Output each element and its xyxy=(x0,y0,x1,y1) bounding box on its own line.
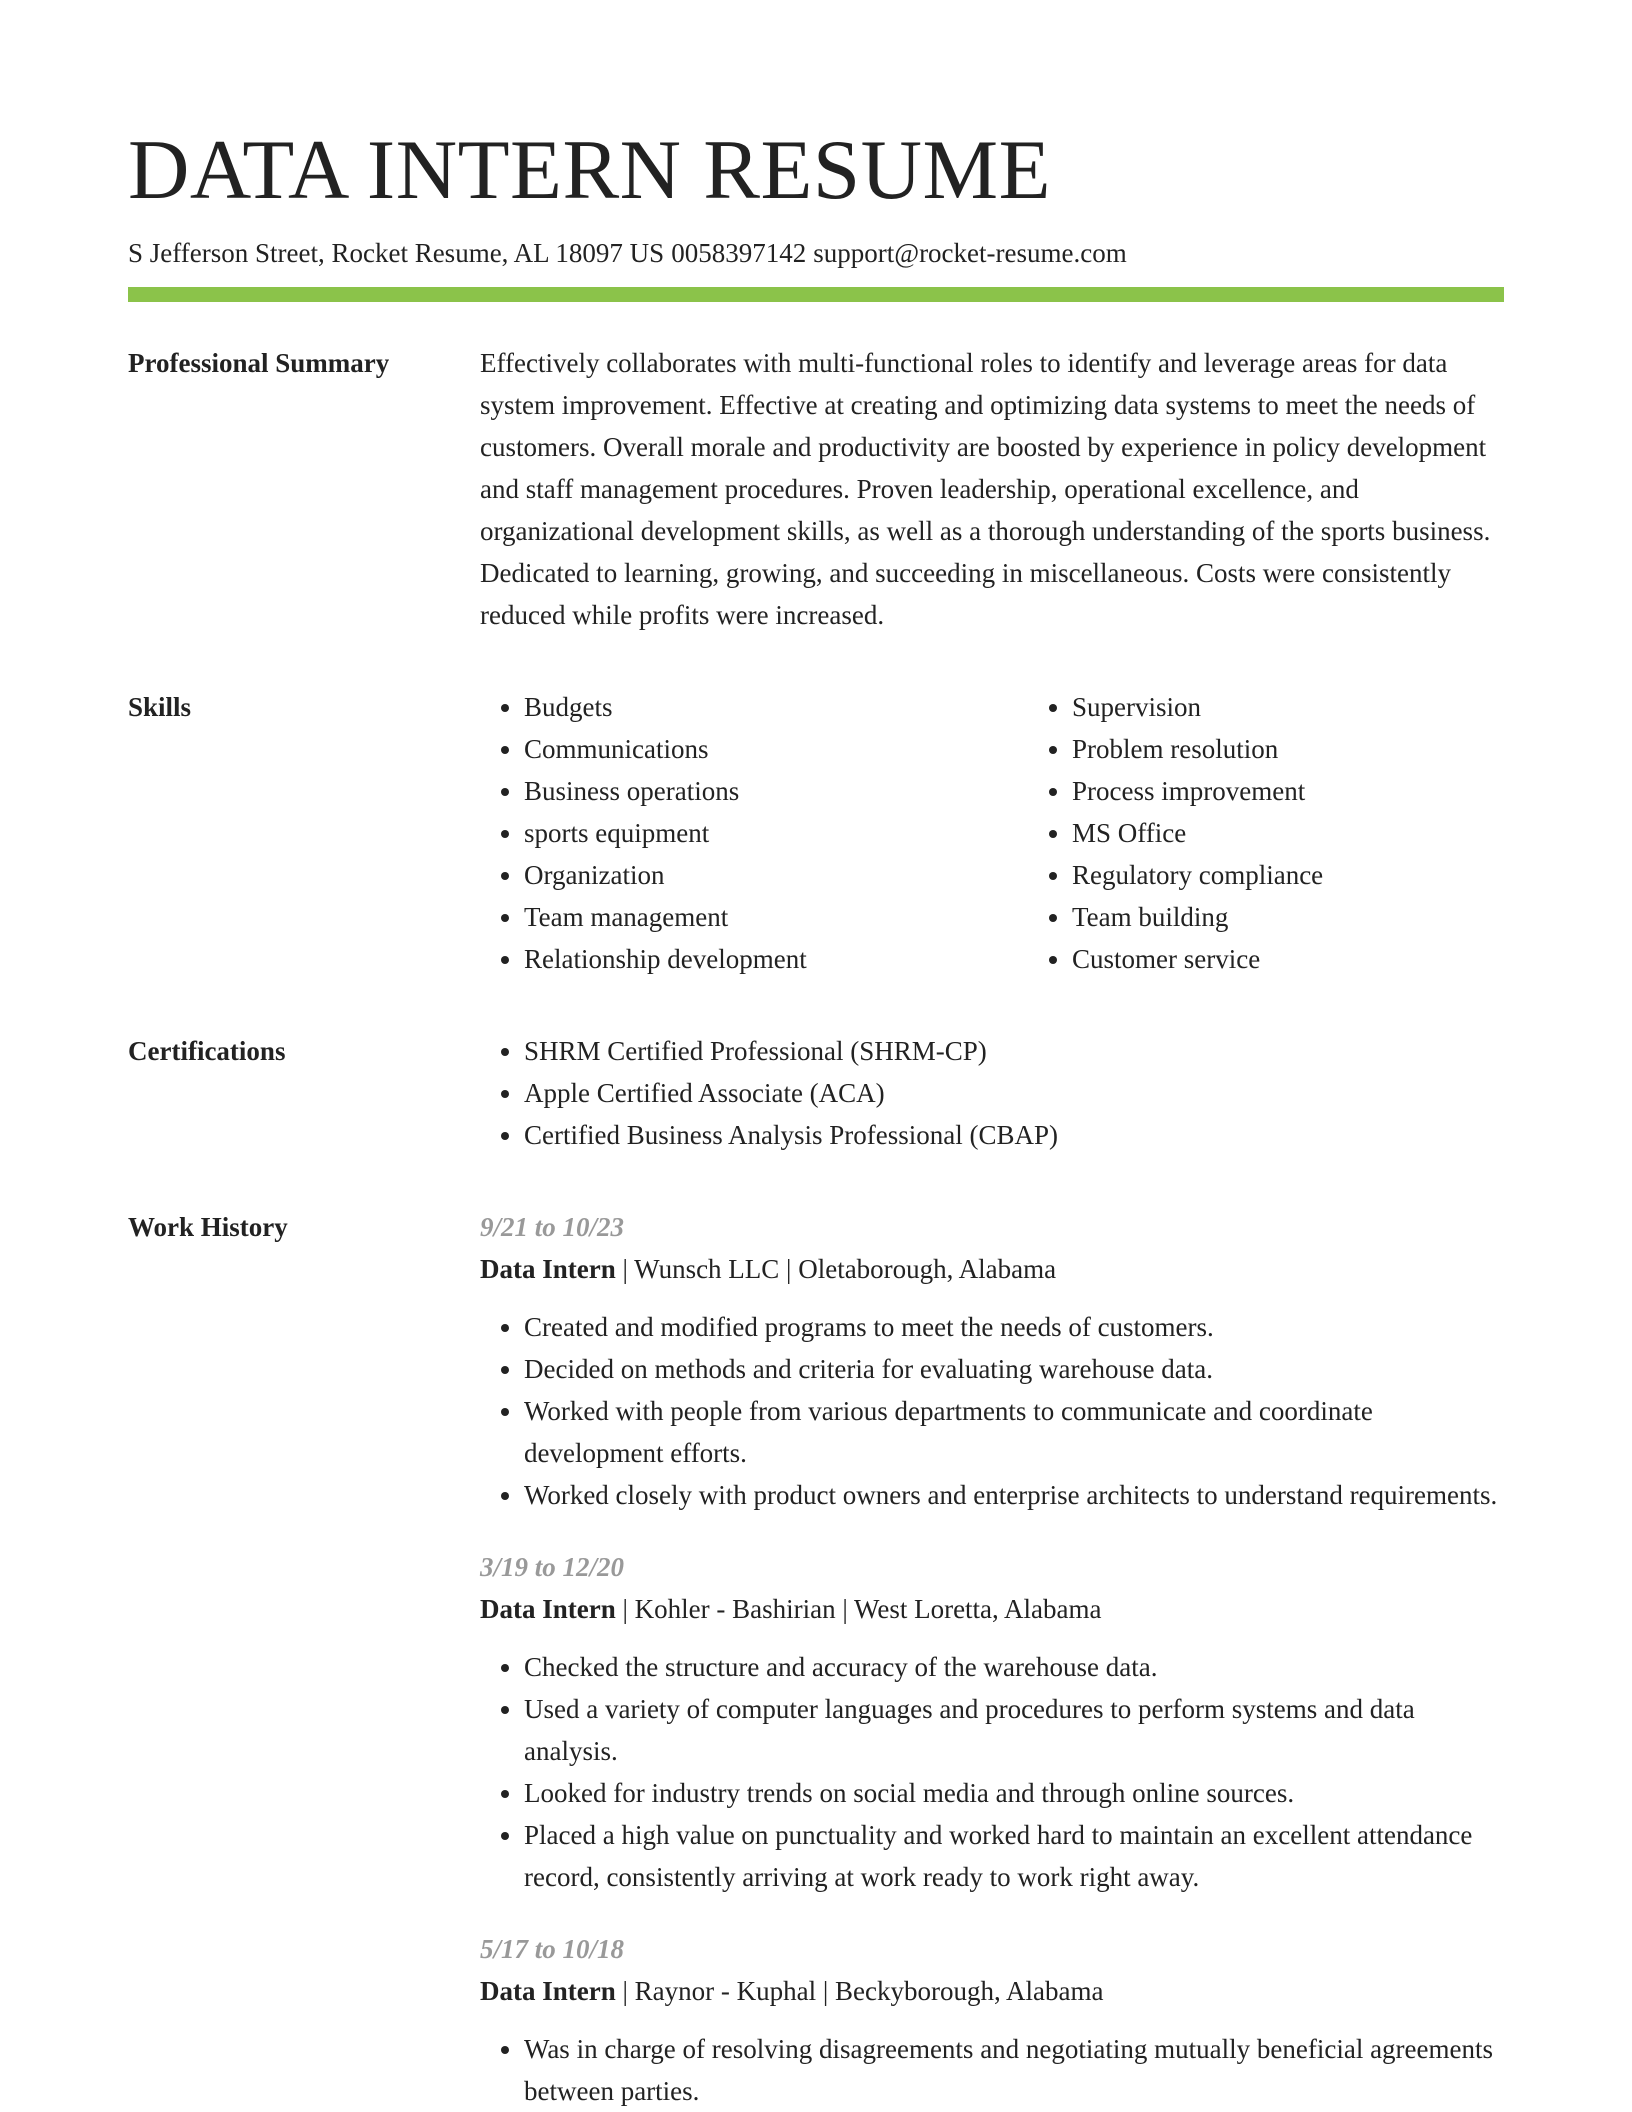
work-history-body xyxy=(480,1206,1504,2112)
resume-title: DATA INTERN RESUME xyxy=(128,123,1052,217)
skill-item: • Problem resolution xyxy=(1072,728,1576,770)
job-title-line xyxy=(480,1588,1504,1630)
job-dates: 3/19 to 12/20 xyxy=(480,1552,625,1582)
job-dates: 5/17 to 10/18 xyxy=(480,1934,625,1964)
summary-body xyxy=(480,342,1504,636)
skills-section xyxy=(128,686,1504,980)
skill-item: • Team management xyxy=(524,896,1028,938)
contact-line xyxy=(128,236,1504,270)
job-role: Data Intern xyxy=(480,1594,616,1624)
job-bullet: • Worked with people from various departments to communicate and coordinate development efforts. xyxy=(524,1390,1504,1474)
skill-item: • Communications xyxy=(524,728,1028,770)
skill-item: • Customer service xyxy=(1072,938,1576,980)
skills-grid xyxy=(480,686,1576,980)
skill-item: • Process improvement xyxy=(1072,770,1576,812)
certifications-heading: Certifications xyxy=(128,1036,286,1066)
job-bullet: • Placed a high value on punctuality and worked hard to maintain an excellent attendance record, consistently arriving at work ready to work right away. xyxy=(524,1814,1504,1898)
summary-heading: Professional Summary xyxy=(128,348,390,378)
job-bullets xyxy=(480,2028,1504,2112)
certifications-body xyxy=(480,1030,1504,1156)
skill-item: • MS Office xyxy=(1072,812,1576,854)
contact-phone: 0058397142 xyxy=(671,238,807,268)
job-bullet: • Used a variety of computer languages and procedures to perform systems and data analysis. xyxy=(524,1688,1504,1772)
skill-item: • Team building xyxy=(1072,896,1576,938)
contact-email[interactable]: support@rocket-resume.com xyxy=(813,238,1127,268)
header-divider xyxy=(128,287,1504,302)
work-history-section xyxy=(128,1206,1504,2112)
job-entry xyxy=(480,1928,1504,2112)
job-title-line xyxy=(480,1970,1504,2012)
skills-list-left xyxy=(480,686,1028,980)
certification-item: • Certified Business Analysis Professional (CBAP) xyxy=(524,1114,1504,1156)
skill-item: • sports equipment xyxy=(524,812,1028,854)
skill-item: • Supervision xyxy=(1072,686,1576,728)
job-details: | Wunsch LLC | Oletaborough, Alabama xyxy=(615,1254,1057,1284)
job-bullet: • Was in charge of resolving disagreements and negotiating mutually beneficial agreements between parties. xyxy=(524,2028,1504,2112)
certification-item: • SHRM Certified Professional (SHRM-CP) xyxy=(524,1030,1504,1072)
summary-text: Effectively collaborates with multi-functional roles to identify and leverage areas for data system improvement. Effective at creating and optimizing data systems to meet the needs of customers. Overall morale and productivity are boosted by experience in policy development and staff management procedures. Proven leadership, operational excellence, and organizational development skills, as well as a thorough understanding of the sports business. Dedicated to learning, growing, and succeeding in miscellaneous. Costs were consistently reduced while profits were increased. xyxy=(480,348,1491,630)
job-bullet: • Created and modified programs to meet the needs of customers. xyxy=(524,1306,1504,1348)
summary-section xyxy=(128,342,1504,636)
job-bullet: • Checked the structure and accuracy of the warehouse data. xyxy=(524,1646,1504,1688)
job-dates: 9/21 to 10/23 xyxy=(480,1212,625,1242)
job-bullet: • Worked closely with product owners and enterprise architects to understand requirements. xyxy=(524,1474,1504,1516)
job-details: | Raynor - Kuphal | Beckyborough, Alabama xyxy=(615,1976,1104,2006)
skills-heading: Skills xyxy=(128,692,192,722)
skill-item: • Business operations xyxy=(524,770,1028,812)
skill-item: • Budgets xyxy=(524,686,1028,728)
certifications-section xyxy=(128,1030,1504,1156)
resume-page xyxy=(128,120,1504,2112)
certification-item: • Apple Certified Associate (ACA) xyxy=(524,1072,1504,1114)
job-details: | Kohler - Bashirian | West Loretta, Alabama xyxy=(615,1594,1102,1624)
skill-item: • Organization xyxy=(524,854,1028,896)
work-history-heading: Work History xyxy=(128,1212,288,1242)
job-entry xyxy=(480,1206,1504,1516)
job-bullets xyxy=(480,1646,1504,1898)
skill-item: • Relationship development xyxy=(524,938,1028,980)
job-role: Data Intern xyxy=(480,1976,616,2006)
skills-list-right xyxy=(1028,686,1576,980)
job-title-line xyxy=(480,1248,1504,1290)
job-role: Data Intern xyxy=(480,1254,616,1284)
job-bullet: • Looked for industry trends on social media and through online sources. xyxy=(524,1772,1504,1814)
job-entry xyxy=(480,1546,1504,1898)
job-bullets xyxy=(480,1306,1504,1516)
skill-item: • Regulatory compliance xyxy=(1072,854,1576,896)
contact-address: S Jefferson Street, Rocket Resume, AL 18097 US xyxy=(128,238,665,268)
job-bullet: • Decided on methods and criteria for evaluating warehouse data. xyxy=(524,1348,1504,1390)
certifications-list xyxy=(480,1030,1504,1156)
